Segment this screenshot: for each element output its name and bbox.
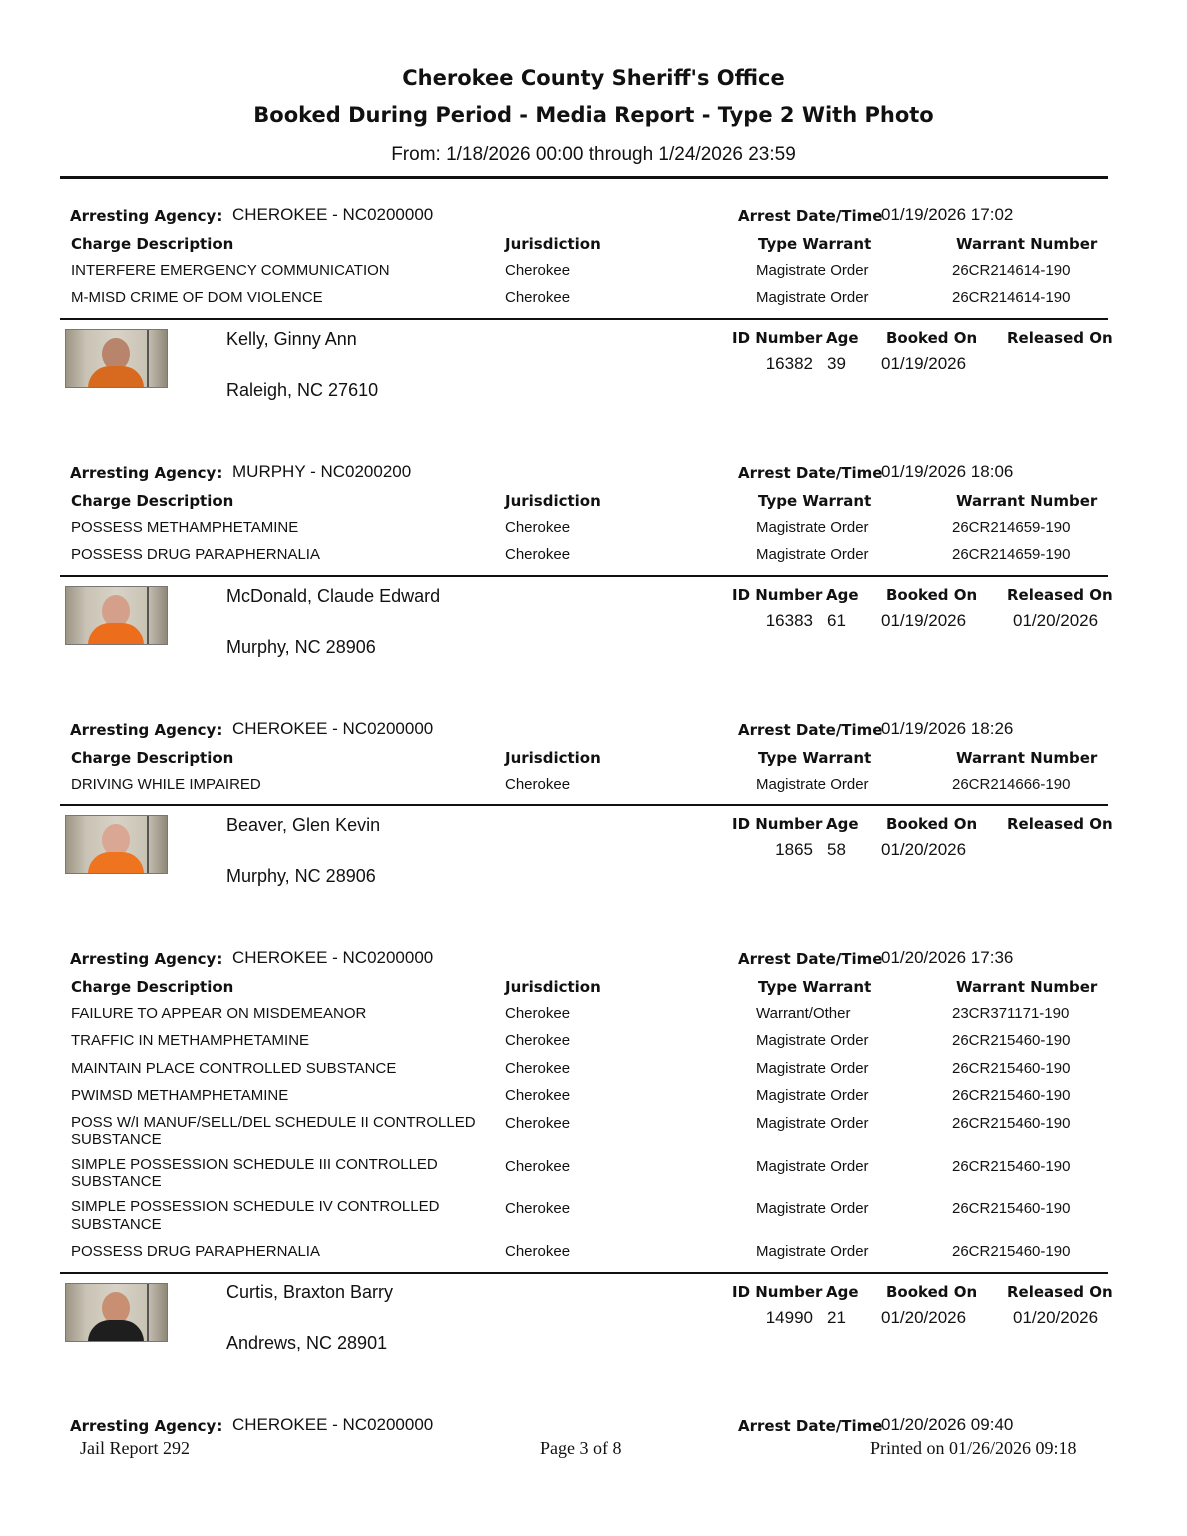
booked-on: 01/19/2026 — [881, 354, 967, 373]
arresting-agency: CHEROKEE - NC0200000 — [232, 719, 434, 738]
charge-description-continued: SUBSTANCE — [71, 1131, 162, 1148]
warrant-number-header: Warrant Number — [956, 492, 1098, 510]
arresting-agency-label: Arresting Agency: — [70, 721, 223, 739]
arresting-agency: CHEROKEE - NC0200000 — [232, 948, 434, 967]
type-warrant-header: Type Warrant — [758, 235, 872, 253]
charge-warrant-number: 26CR215460-190 — [952, 1032, 1071, 1049]
warrant-number-header: Warrant Number — [956, 978, 1098, 996]
arrest-datetime: 01/20/2026 17:36 — [881, 948, 1014, 967]
released-on-label: Released On — [1007, 1283, 1113, 1301]
arrest-datetime-label: Arrest Date/Time — [738, 464, 883, 482]
arresting-agency-label: Arresting Agency: — [70, 1417, 223, 1435]
charge-warrant-number: 26CR214659-190 — [952, 519, 1071, 536]
footer-printed-on: Printed on 01/26/2026 09:18 — [870, 1438, 1077, 1458]
mugshot-photo — [65, 586, 168, 645]
booked-on-label: Booked On — [886, 329, 978, 347]
person-city: Raleigh, NC 27610 — [226, 380, 379, 400]
arresting-agency-label: Arresting Agency: — [70, 207, 223, 225]
charge-warrant-number: 26CR215460-190 — [952, 1060, 1071, 1077]
id-number-label: ID Number — [732, 1283, 823, 1301]
id-number: 16383 — [765, 611, 813, 630]
charge-type-warrant: Magistrate Order — [756, 1032, 869, 1049]
charge-type-warrant: Magistrate Order — [756, 1200, 869, 1217]
charge-description-continued: SUBSTANCE — [71, 1216, 162, 1233]
charge-warrant-number: 26CR215460-190 — [952, 1158, 1071, 1175]
charge-type-warrant: Magistrate Order — [756, 1115, 869, 1132]
person-city: Andrews, NC 28901 — [226, 1333, 388, 1353]
jurisdiction-header: Jurisdiction — [505, 235, 601, 253]
charge-jurisdiction: Cherokee — [505, 1060, 571, 1077]
charge-jurisdiction: Cherokee — [505, 776, 571, 793]
jurisdiction-header: Jurisdiction — [505, 492, 601, 510]
released-on: 01/20/2026 — [1013, 1308, 1099, 1327]
released-on-label: Released On — [1007, 329, 1113, 347]
arresting-agency: CHEROKEE - NC0200000 — [232, 1415, 434, 1434]
id-number-label: ID Number — [732, 586, 823, 604]
charge-description: SIMPLE POSSESSION SCHEDULE IV CONTROLLED — [71, 1198, 440, 1215]
charge-description: PWIMSD METHAMPHETAMINE — [71, 1087, 289, 1104]
charge-description-header: Charge Description — [71, 492, 234, 510]
charge-description: SIMPLE POSSESSION SCHEDULE III CONTROLLED — [71, 1156, 438, 1173]
arresting-agency-label: Arresting Agency: — [70, 950, 223, 968]
age: 61 — [827, 611, 846, 630]
id-number-label: ID Number — [732, 815, 823, 833]
charge-jurisdiction: Cherokee — [505, 1243, 571, 1260]
arrest-datetime: 01/19/2026 18:06 — [881, 462, 1014, 481]
charge-description-continued: SUBSTANCE — [71, 1173, 162, 1190]
person-name: McDonald, Claude Edward — [226, 586, 441, 606]
header-divider — [60, 176, 1108, 179]
charge-description: INTERFERE EMERGENCY COMMUNICATION — [71, 262, 390, 279]
charge-jurisdiction: Cherokee — [505, 1200, 571, 1217]
charge-jurisdiction: Cherokee — [505, 1087, 571, 1104]
report-agency-title: Cherokee County Sheriff's Office — [402, 66, 785, 90]
id-number: 16382 — [765, 354, 813, 373]
charge-description-header: Charge Description — [71, 749, 234, 767]
charge-type-warrant: Magistrate Order — [756, 546, 869, 563]
charge-warrant-number: 26CR214659-190 — [952, 546, 1071, 563]
charge-type-warrant: Magistrate Order — [756, 1060, 869, 1077]
person-name: Kelly, Ginny Ann — [226, 329, 357, 349]
age: 21 — [827, 1308, 846, 1327]
record-divider — [60, 575, 1108, 577]
charge-type-warrant: Magistrate Order — [756, 519, 869, 536]
mugshot-photo — [65, 329, 168, 388]
person-city: Murphy, NC 28906 — [226, 866, 376, 886]
report-title: Booked During Period - Media Report - Type 2 With Photo — [253, 103, 934, 127]
jurisdiction-header: Jurisdiction — [505, 978, 601, 996]
charge-type-warrant: Magistrate Order — [756, 1158, 869, 1175]
booked-on: 01/19/2026 — [881, 611, 967, 630]
charge-jurisdiction: Cherokee — [505, 262, 571, 279]
person-name: Beaver, Glen Kevin — [226, 815, 381, 835]
charge-jurisdiction: Cherokee — [505, 546, 571, 563]
footer-page-number: Page 3 of 8 — [540, 1438, 622, 1458]
booked-on: 01/20/2026 — [881, 840, 967, 859]
charge-description: DRIVING WHILE IMPAIRED — [71, 776, 261, 793]
type-warrant-header: Type Warrant — [758, 749, 872, 767]
released-on-label: Released On — [1007, 586, 1113, 604]
charge-warrant-number: 23CR371171-190 — [952, 1005, 1070, 1022]
charge-description: POSSESS DRUG PARAPHERNALIA — [71, 1243, 320, 1260]
mugshot-photo — [65, 1283, 168, 1342]
arrest-datetime-label: Arrest Date/Time — [738, 721, 883, 739]
arrest-datetime-label: Arrest Date/Time — [738, 950, 883, 968]
age-label: Age — [826, 815, 859, 833]
id-number: 14990 — [765, 1308, 813, 1327]
charge-type-warrant: Magistrate Order — [756, 1087, 869, 1104]
charge-jurisdiction: Cherokee — [505, 1032, 571, 1049]
warrant-number-header: Warrant Number — [956, 235, 1098, 253]
jurisdiction-header: Jurisdiction — [505, 749, 601, 767]
charge-jurisdiction: Cherokee — [505, 519, 571, 536]
charge-description: POSSESS METHAMPHETAMINE — [71, 519, 299, 536]
charge-description: FAILURE TO APPEAR ON MISDEMEANOR — [71, 1005, 367, 1022]
booked-on-label: Booked On — [886, 815, 978, 833]
charge-type-warrant: Magistrate Order — [756, 262, 869, 279]
age-label: Age — [826, 586, 859, 604]
id-number-label: ID Number — [732, 329, 823, 347]
charge-warrant-number: 26CR214614-190 — [952, 289, 1071, 306]
charge-type-warrant: Magistrate Order — [756, 289, 869, 306]
booked-on-label: Booked On — [886, 586, 978, 604]
charge-jurisdiction: Cherokee — [505, 1005, 571, 1022]
type-warrant-header: Type Warrant — [758, 978, 872, 996]
booked-on-label: Booked On — [886, 1283, 978, 1301]
person-name: Curtis, Braxton Barry — [226, 1282, 394, 1302]
charge-jurisdiction: Cherokee — [505, 289, 571, 306]
charge-description: M-MISD CRIME OF DOM VIOLENCE — [71, 289, 323, 306]
charge-type-warrant: Magistrate Order — [756, 776, 869, 793]
footer-report-id: Jail Report 292 — [80, 1438, 190, 1458]
charge-type-warrant: Magistrate Order — [756, 1243, 869, 1260]
booked-on: 01/20/2026 — [881, 1308, 967, 1327]
type-warrant-header: Type Warrant — [758, 492, 872, 510]
record-divider — [60, 318, 1108, 320]
charge-description-header: Charge Description — [71, 978, 234, 996]
charge-warrant-number: 26CR215460-190 — [952, 1200, 1071, 1217]
charge-description: TRAFFIC IN METHAMPHETAMINE — [71, 1032, 310, 1049]
charge-warrant-number: 26CR215460-190 — [952, 1243, 1071, 1260]
age-label: Age — [826, 1283, 859, 1301]
record-divider — [60, 1272, 1108, 1274]
age: 58 — [827, 840, 846, 859]
charge-description: MAINTAIN PLACE CONTROLLED SUBSTANCE — [71, 1060, 397, 1077]
charge-warrant-number: 26CR215460-190 — [952, 1115, 1071, 1132]
record-divider — [60, 804, 1108, 806]
arresting-agency: CHEROKEE - NC0200000 — [232, 205, 434, 224]
arresting-agency-label: Arresting Agency: — [70, 464, 223, 482]
arresting-agency: MURPHY - NC0200200 — [232, 462, 412, 481]
report-period: From: 1/18/2026 00:00 through 1/24/2026 23:59 — [391, 144, 796, 165]
arrest-datetime-label: Arrest Date/Time — [738, 207, 883, 225]
released-on-label: Released On — [1007, 815, 1113, 833]
age: 39 — [827, 354, 846, 373]
arrest-datetime: 01/19/2026 17:02 — [881, 205, 1014, 224]
released-on: 01/20/2026 — [1013, 611, 1099, 630]
charge-jurisdiction: Cherokee — [505, 1115, 571, 1132]
arrest-datetime-label: Arrest Date/Time — [738, 1417, 883, 1435]
charge-warrant-number: 26CR214666-190 — [952, 776, 1071, 793]
warrant-number-header: Warrant Number — [956, 749, 1098, 767]
mugshot-photo — [65, 815, 168, 874]
charge-warrant-number: 26CR215460-190 — [952, 1087, 1071, 1104]
charge-description-header: Charge Description — [71, 235, 234, 253]
arrest-datetime: 01/19/2026 18:26 — [881, 719, 1014, 738]
charge-type-warrant: Warrant/Other — [756, 1005, 851, 1022]
id-number: 1865 — [775, 840, 813, 859]
charge-jurisdiction: Cherokee — [505, 1158, 571, 1175]
charge-description: POSS W/I MANUF/SELL/DEL SCHEDULE II CONTROLLED — [71, 1114, 476, 1131]
age-label: Age — [826, 329, 859, 347]
charge-warrant-number: 26CR214614-190 — [952, 262, 1071, 279]
arrest-datetime: 01/20/2026 09:40 — [881, 1415, 1014, 1434]
charge-description: POSSESS DRUG PARAPHERNALIA — [71, 546, 320, 563]
person-city: Murphy, NC 28906 — [226, 637, 376, 657]
